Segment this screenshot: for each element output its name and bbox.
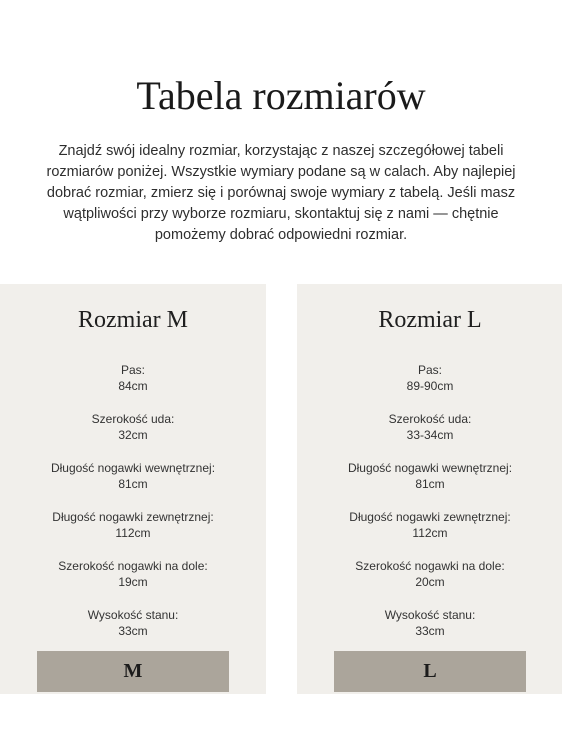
measurement-value: 33cm [118,624,148,638]
measurement-item [297,558,562,607]
measurement-label: Szerokość uda: [91,412,175,426]
measurement-value: 20cm [415,575,445,589]
measurement-label: Wysokość stanu: [87,608,179,622]
measurement-label: Pas: [417,363,442,377]
measurement-item [0,607,266,656]
size-m-button[interactable]: M [37,651,229,692]
size-card-m [0,284,266,694]
measurement-label: Pas: [120,363,145,377]
measurement-label: Długość nogawki wewnętrznej: [347,461,513,475]
intro-text: Znajdź swój idealny rozmiar, korzystając z naszej szczegółowej tabeli rozmiarów poniżej. Wszystkie wymiary podane są w calach. Aby najlepiej dobrać rozmiar, zmierz się i porównaj swoje wymiary z tabelą. Jeśli masz wątpliwości przy wyborze rozmiaru, skontaktuj się z nami — chętnie pomożemy dobrać odpowiedni rozmiar. [46,143,516,243]
measurement-value: 89-90cm [406,379,454,393]
size-card-title: Rozmiar L [378,307,482,333]
page-title: Tabela rozmiarów [136,73,426,118]
measurement-label: Długość nogawki zewnętrznej: [349,510,511,524]
measurement-value: 112cm [412,526,448,540]
measurement-label: Długość nogawki zewnętrznej: [52,510,214,524]
measurement-label: Szerokość uda: [388,412,472,426]
measurement-value: 19cm [118,575,148,589]
measurement-item [297,411,562,460]
measurement-value: 84cm [118,379,148,393]
measurement-value: 33cm [415,624,445,638]
measurement-item [297,509,562,558]
measurement-item [297,460,562,509]
measurement-label: Długość nogawki wewnętrznej: [50,461,216,475]
measurement-value: 32cm [118,428,148,442]
measurement-item [0,460,266,509]
measurement-item [297,607,562,656]
measurement-list [297,362,562,656]
measurement-value: 81cm [118,477,148,491]
measurement-item [0,509,266,558]
measurement-value: 81cm [415,477,445,491]
size-card-l [297,284,562,694]
measurement-item [0,558,266,607]
measurement-item [297,362,562,411]
measurement-label: Wysokość stanu: [384,608,476,622]
measurement-value: 33-34cm [406,428,454,442]
measurement-label: Szerokość nogawki na dole: [355,559,505,573]
measurement-label: Szerokość nogawki na dole: [58,559,208,573]
measurement-item [0,411,266,460]
measurement-item [0,362,266,411]
measurement-value: 112cm [115,526,151,540]
size-card-title: Rozmiar M [78,307,188,333]
size-l-button[interactable]: L [334,651,526,692]
measurement-list [0,362,266,656]
